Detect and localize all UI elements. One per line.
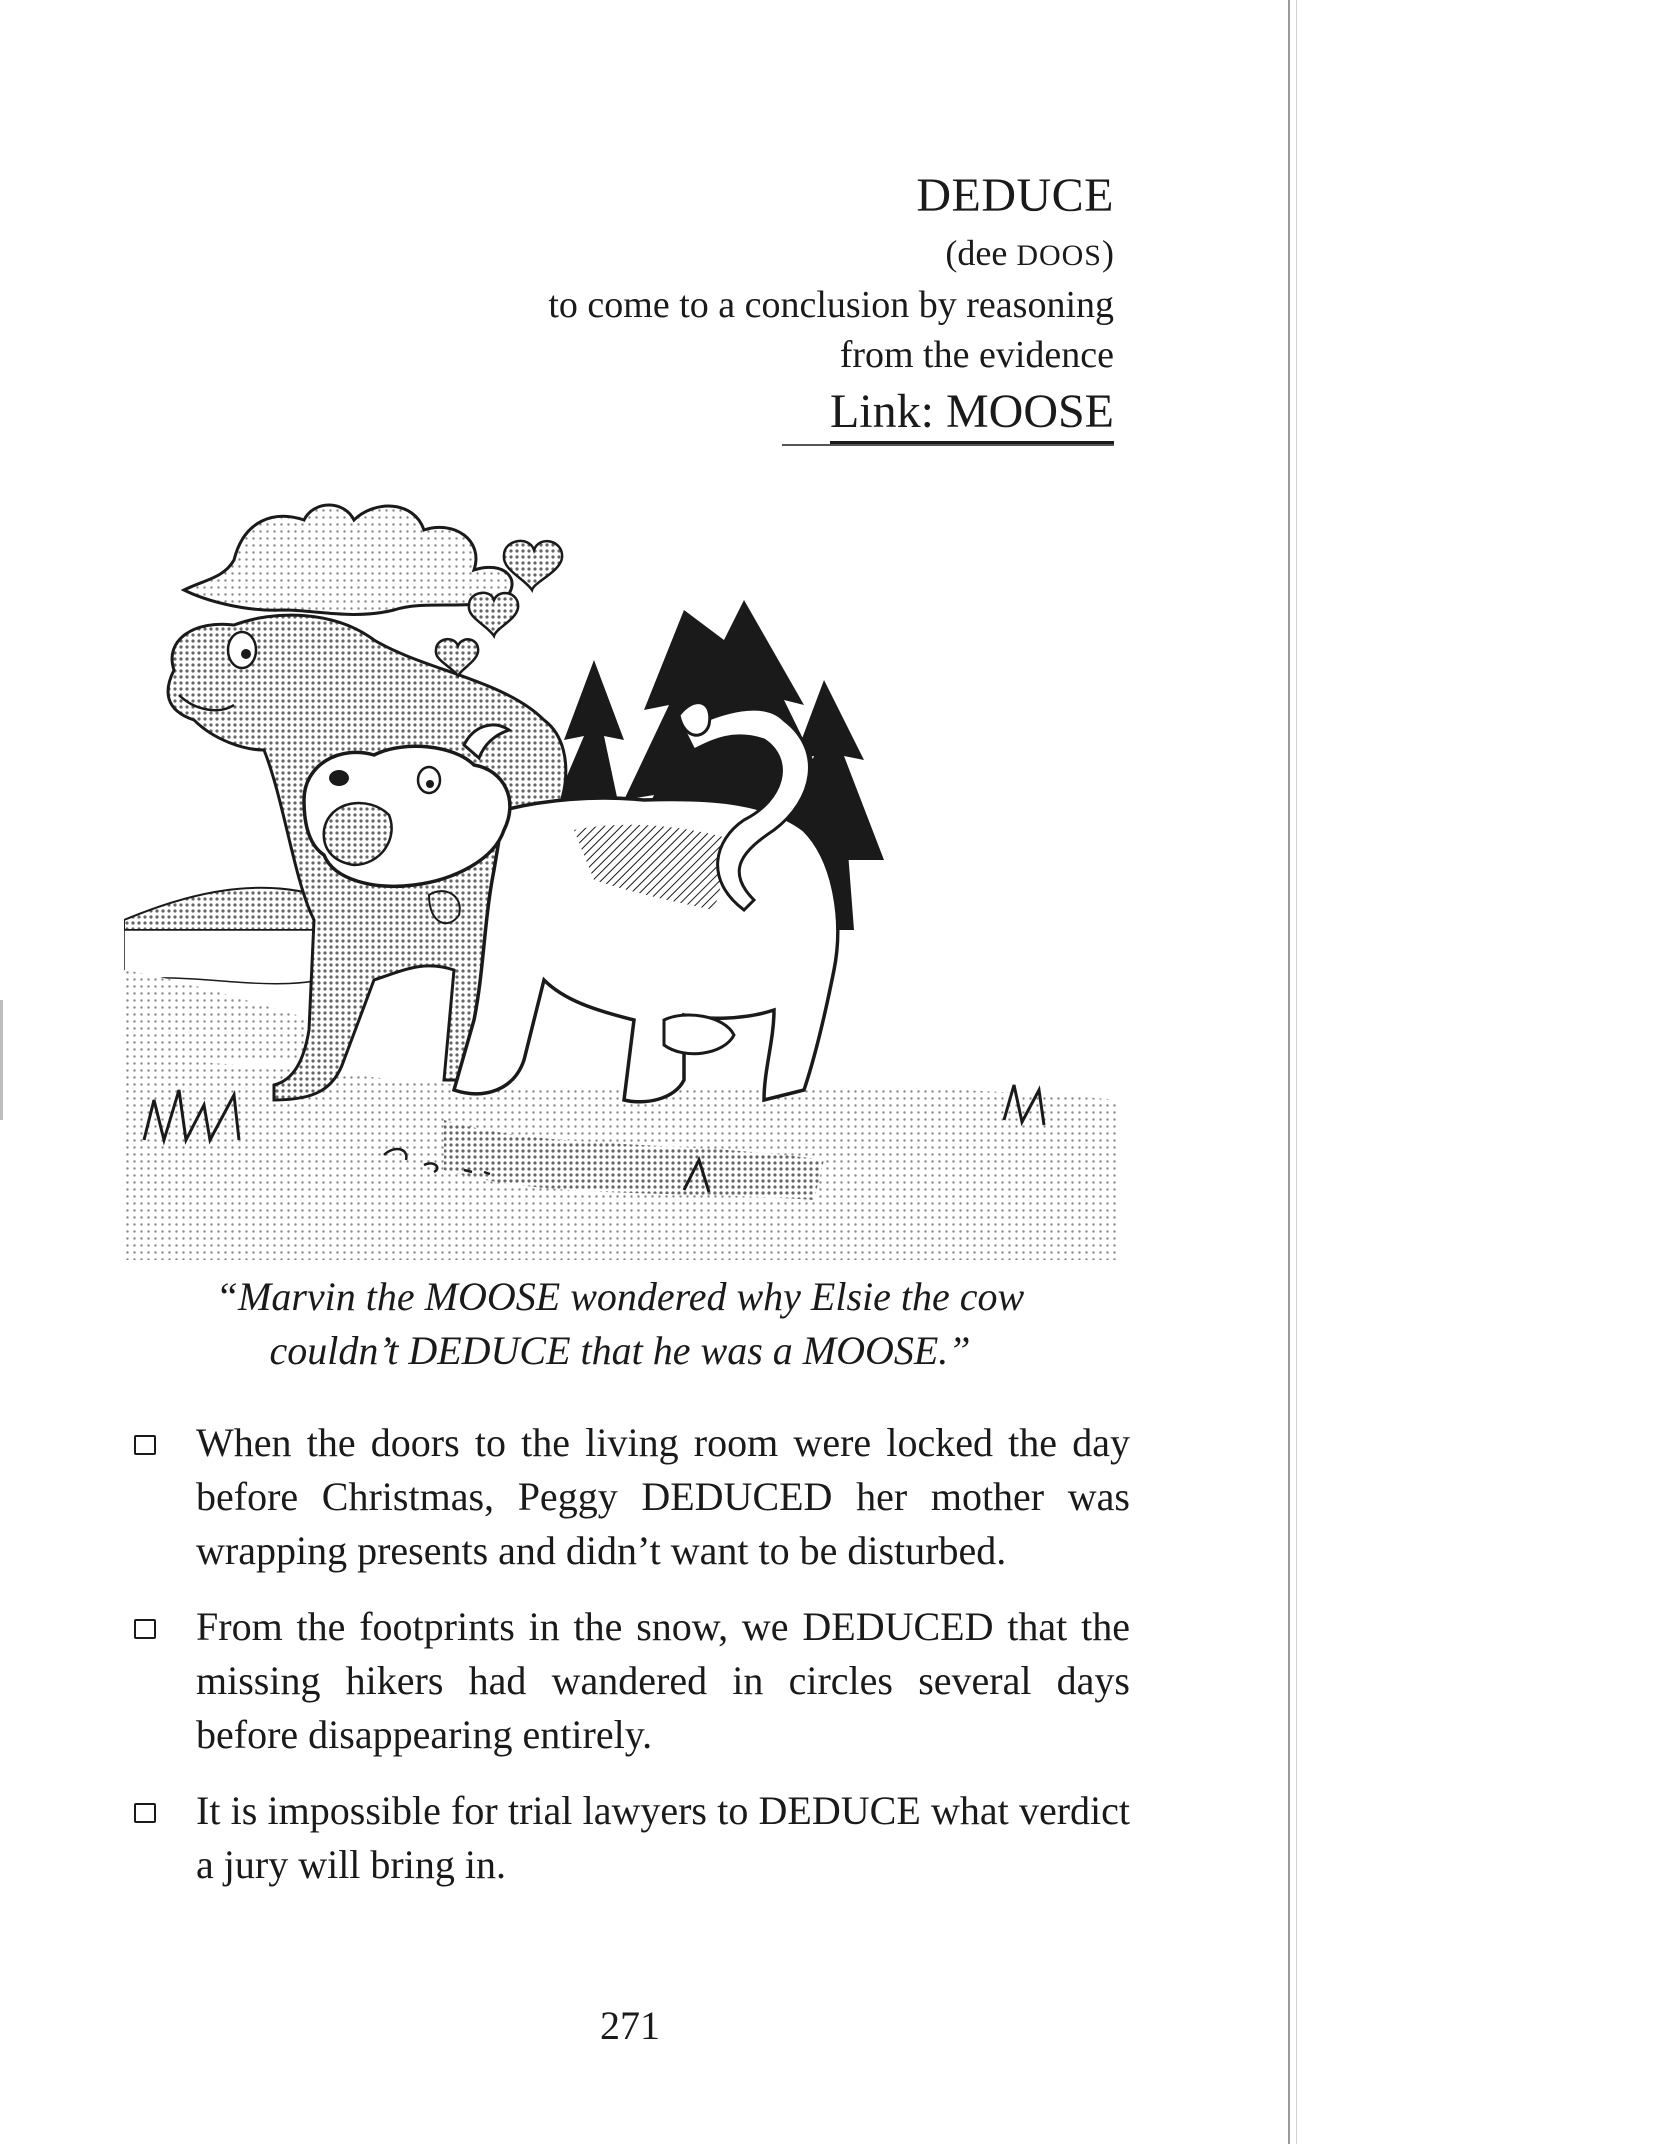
memory-link: Link: MOOSE xyxy=(830,384,1114,444)
example-text: From the footprints in the snow, we DEDUCED that the missing hikers had wandered in circles several days before disappearing entirely. xyxy=(196,1604,1130,1757)
example-sentence xyxy=(130,1416,1130,1578)
definition-line-1: to come to a conclusion by reasoning xyxy=(548,284,1114,326)
definition xyxy=(548,280,1114,380)
moose-antler xyxy=(184,505,512,614)
example-sentence xyxy=(130,1600,1130,1762)
checkbox-icon xyxy=(134,1619,156,1639)
headword: DEDUCE xyxy=(916,169,1114,222)
moose-eye xyxy=(228,632,256,668)
illustration-caption xyxy=(120,1270,1120,1378)
example-text: It is impossible for trial lawyers to DEDUCE what verdict a jury will bring in. xyxy=(196,1788,1130,1887)
pronunciation-close: ) xyxy=(1102,233,1114,273)
example-sentence xyxy=(130,1784,1130,1892)
caption-line-2: couldn’t DEDUCE that he was a MOOSE.” xyxy=(269,1328,971,1373)
heart-middle xyxy=(469,593,518,636)
cow-eye xyxy=(418,767,440,793)
page-gutter-shadow xyxy=(1296,0,1297,2144)
page-number: 271 xyxy=(600,2003,660,2048)
definition-line-2: from the evidence xyxy=(839,334,1114,376)
pronunciation xyxy=(945,232,1114,274)
cow-nostril xyxy=(329,770,349,786)
example-text: When the doors to the living room were locked the day before Christmas, Peggy DEDUCED her mother was wrapping presents and didn’t want to be disturbed. xyxy=(196,1420,1130,1573)
page-gutter-edge xyxy=(1288,0,1290,2144)
pronunciation-stressed: DOOS xyxy=(1016,239,1102,272)
cow-udder xyxy=(664,1015,734,1054)
pronunciation-open: (dee xyxy=(945,233,1017,273)
caption-line-1: “Marvin the MOOSE wondered why Elsie the cow xyxy=(215,1274,1025,1319)
moose-and-cow-illustration xyxy=(124,500,1120,1260)
left-margin-scan-mark xyxy=(0,1000,3,1120)
checkbox-icon xyxy=(134,1803,156,1823)
link-double-rule xyxy=(782,444,1114,446)
example-sentences xyxy=(130,1416,1130,1914)
checkbox-icon xyxy=(134,1435,156,1455)
